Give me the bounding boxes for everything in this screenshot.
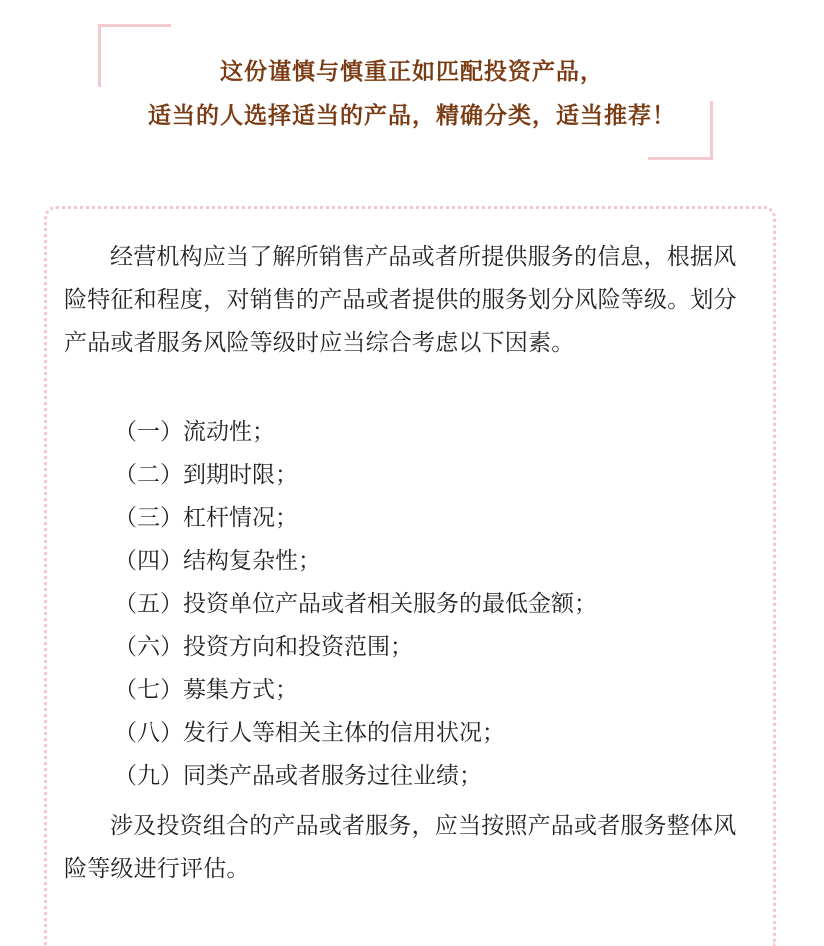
headline-line-2: 适当的人选择适当的产品，精确分类，适当推荐！ [148, 103, 676, 129]
list-item: （六）投资方向和投资范围； [114, 634, 413, 660]
list-item: （七）募集方式； [114, 677, 298, 703]
list-item: （八）发行人等相关主体的信用状况； [114, 720, 505, 746]
headline-line-1: 这份谨慎与慎重正如匹配投资产品， [220, 59, 604, 85]
list-item: （三）杠杆情况； [114, 505, 298, 531]
list-item: （一）流动性； [114, 419, 275, 445]
intro-paragraph: 经营机构应当了解所销售产品或者所提供服务的信息，根据风险特征和程度，对销售的产品或者提供的服务划分风险等级。划分产品或者服务风险等级时应当综合考虑以下因素。 [64, 244, 737, 356]
list-item: （五）投资单位产品或者相关服务的最低金额； [114, 591, 597, 617]
list-item: （四）结构复杂性； [114, 548, 321, 574]
list-item: （二）到期时限； [114, 462, 298, 488]
list-item: （九）同类产品或者服务过往业绩； [114, 763, 482, 789]
risk-factor-list [114, 411, 597, 798]
closing-paragraph: 涉及投资组合的产品或者服务，应当按照产品或者服务整体风险等级进行评估。 [64, 813, 737, 882]
